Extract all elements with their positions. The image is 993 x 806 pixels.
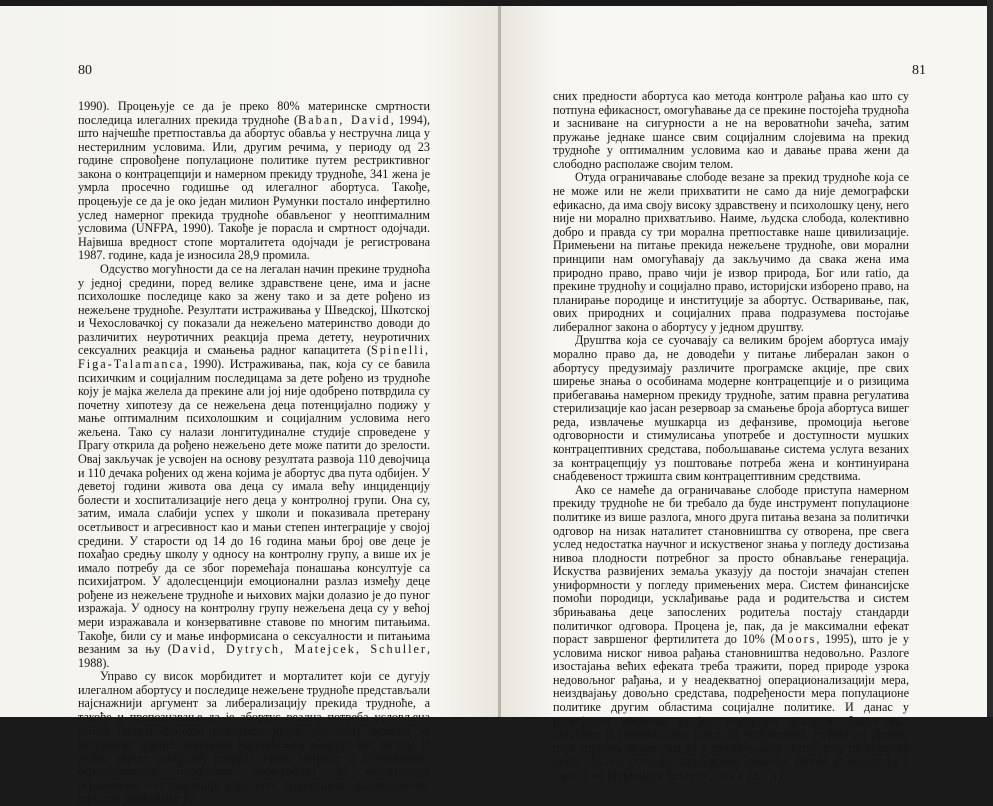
paragraph: [78, 670, 430, 806]
author-citation: Baban, David: [298, 112, 391, 127]
text-segment: 1990). Процењује се да је преко 80% материнске смртности последица илегалних прекида трудноће (: [78, 99, 430, 127]
page-body-text: [553, 90, 909, 782]
author-citation: Герсону: [730, 767, 787, 782]
paragraph: [553, 90, 909, 171]
paragraph: [78, 263, 430, 670]
scan-edge: [987, 0, 993, 717]
text-segment: , 1995), што је у условима ниског нивоа рађања становништва недовољно. Разлоге изостајања већих ефеката треба тражити, поред природе узрока недовољног рађања, и у неадекватној операционализацији мера, неиздвајању довољно средстава, подређености мера популационе политике другим областима социјалне политике. И данас у развијеним земљама, то јест модерним државама благостања, актуелно је размишљање гласа из четрдесетих година да држава није спремна да покуша да у континуитету „купи децу по стварној цени“. Поред стварања приближно једнаких услова за родитеље у односу на индивидуе без деце, по: [553, 632, 909, 782]
text-segment: , 1988).: [78, 642, 430, 670]
text-segment: Ако се намеће да ограничавање слободе приступа намерном прекиду трудноће не би требало да буде инструмент популационе политике из више разлога, много друга питања везана за политички одговор на низак наталитет становништва су отворена, пре свега услед недостатка научног и искуственог знања у погледу достизања нивоа плодности потребног за просто обнављање генерација. Искуства развијених земаља указују да постоји значајан степен униформности у погледу примењених мера. Систем финансијске помоћи породици, усклађивање рада и родитељства и систем збрињавања деце запослених родитеља постају стандарди политичког одговора. Процена је, пак, да је максимални ефекат пораст завршеног фертилитета до 10% (: [553, 482, 909, 647]
page-number: 81: [912, 63, 926, 78]
text-segment: Друштва која се суочавају са великим бројем абортуса имају морално право да, не доводећи у питање либералан закон о абортусу предузимају различите програмске акције, пре свих ширење знања о особинама модерне контрацепције и о ризицима прибегавања намерном прекиду трудноће, затим правна регулатива стерилизације као јасан резервоар за смањење броја абортуса вишег реда, извлачење мушкарца из дефанзиве, промоција његове одговорности и стимулисања употребе и доступности мушких контрацептивних средстава, побољшавање система услуга везаних за контрацепцију уз поштовање потреба жена и континуирана снабдевеност тржишта свим контрацептивним средствима.: [553, 333, 909, 484]
page-number: 80: [78, 63, 92, 78]
page-body-text: [78, 100, 430, 806]
paragraph: [553, 171, 909, 334]
text-segment: , 1994), што најчешће претпоставља да абортус обавља у нестручна лица у нестерилним условима. Или, другим речима, у периоду од 23 године спровођене популационе политике путем рестриктивног закона о контрацепцији и намерном прекиду трудноће, 341 жена је умрла просечно годишње од илегалног абортуса. Такође, процењује се да је око један милион Румунки постало инфертилно услед намерног прекида трудноће обављеног у неоптималним условима (UNFPA, 1990). Такође је порасла и смртност одојчади. Највиша вредност стопе морталитета одојчади је регистрована 1987. године, када је износила 28,9 промила.: [78, 112, 430, 263]
right-page: [501, 6, 987, 782]
left-page: [0, 6, 499, 806]
text-segment: , 1990). Истраживања, пак, која су се бавила психичким и социјалним последицама за дете рођено из трудноће коју је мајка желела да прекине али јој није одобрено потврдила су почетну хипотезу да се нежељена деца потенцијално подижу у мање оптималним психолошким и социјалним условима него жељена. Тако су налази лонгитудиналне студије спроведене у Прагу открила да рођено нежељено дете може патити до зрелости. Овај закључак је усвојен на основу резултата развоја 110 девојчица и 110 дечака рођених од жена којима је абортус два пута одбијен. У деветој години живота ова деца су имала већу инциденцију болести и хоспитализације него деца у контролној групи. Она су, затим, имала слабији успех у школи и показивала претерану осетљивост и агресивност као и мањи степен интеграције у својој средини. У старости од 14 до 16 година мањи број ове деце је похађао средњу школу у односу на контролну групу, а више их је имало потребу да се због поремећаја понашања консултује са психијатром. У адолесценцији емоционални разлаз између деце рођене из нежељене трудноће и њихових мајки долазио је до пуног изражаја. У односу на контролну групу нежељена деца су у већој мери изражавала и конзервативне ставове по многим питањима. Такође, били су и мање информисана о сексуалности и питањима везаним за њу (: [78, 356, 430, 657]
author-citation: Moors: [774, 632, 817, 647]
paragraph: [553, 484, 909, 783]
author-citation: David, Dytrych, Matejcek, Schuller: [171, 642, 427, 657]
text-segment: сних предности абортуса као метода контроле рађања као што су потпуна ефикасност, омогућавање да се прекине постојећа трудноћа и засниване на сигурности а не на вероватноћи зачећа, затим пружање једнаке шансе свим социјалним слојевима на прекид трудноће у оптималним условима као и давање права жени да слободно располаже својим телом.: [553, 89, 909, 171]
paragraph: [553, 334, 909, 483]
paragraph: [78, 100, 430, 263]
text-segment: Отуда ограничавање слободе везане за прекид трудноће која се не може или не жели прихватити не само да није демографски ефикасно, да има своју високу здравствену и психолошку цену, него није ни морално прихватљиво. Наиме, људска слобода, колективно добро и правда су три морална претпоставке наше цивилизације. Примењени на питање прекида нежељене трудноће, ови морални принципи нам омогућавају да закључимо да свака жена има природно право, право чији је извор природа, Бог или ratio, да прекине трудноћу и социјално право, историјски изборено право, на планирање породице и институције за абортус. Остваривање, пак, ових природних и социјалних права подразумева постојање либералног закона о абортусу у једном друштву.: [553, 170, 909, 334]
author-citation: Spinelli, Figa-Talamanca: [78, 343, 430, 371]
text-segment: Управо су висок морбидитет и морталитет који се дугују илегалном абортусу и последице нежељене трудноће представљали најснажнији аргумент за либерализацију прекида трудноће, а такође и препознавање да је абортус реална потреба условљена већим бројем фактора различите врсте. Од оних везаних за историјске корене, вековним коришћењем абортус као метода је добио чврсту социјалну потврду, преко потребе за интензивним ограничавањем биолошког потенцијала до објективних ограничења контрацепције и њиховог субјективног доживљавања, односно уважавање ја-: [78, 669, 431, 806]
text-segment: Одсуство могућности да се на легалан начин прекине трудноћа у једној средини, поред велике здравствене цене, има и јасне психолошке последице како за жену тако и за дете рођено из нежељене трудноће. Резултати истраживања у Шведској, Шкотској и Чехословачкој су показали да нежељено материнство доводи до различитих неуротичних реакција према детету, неуротичних сексуалних реакција и смањења радног капацитета (: [78, 261, 430, 358]
